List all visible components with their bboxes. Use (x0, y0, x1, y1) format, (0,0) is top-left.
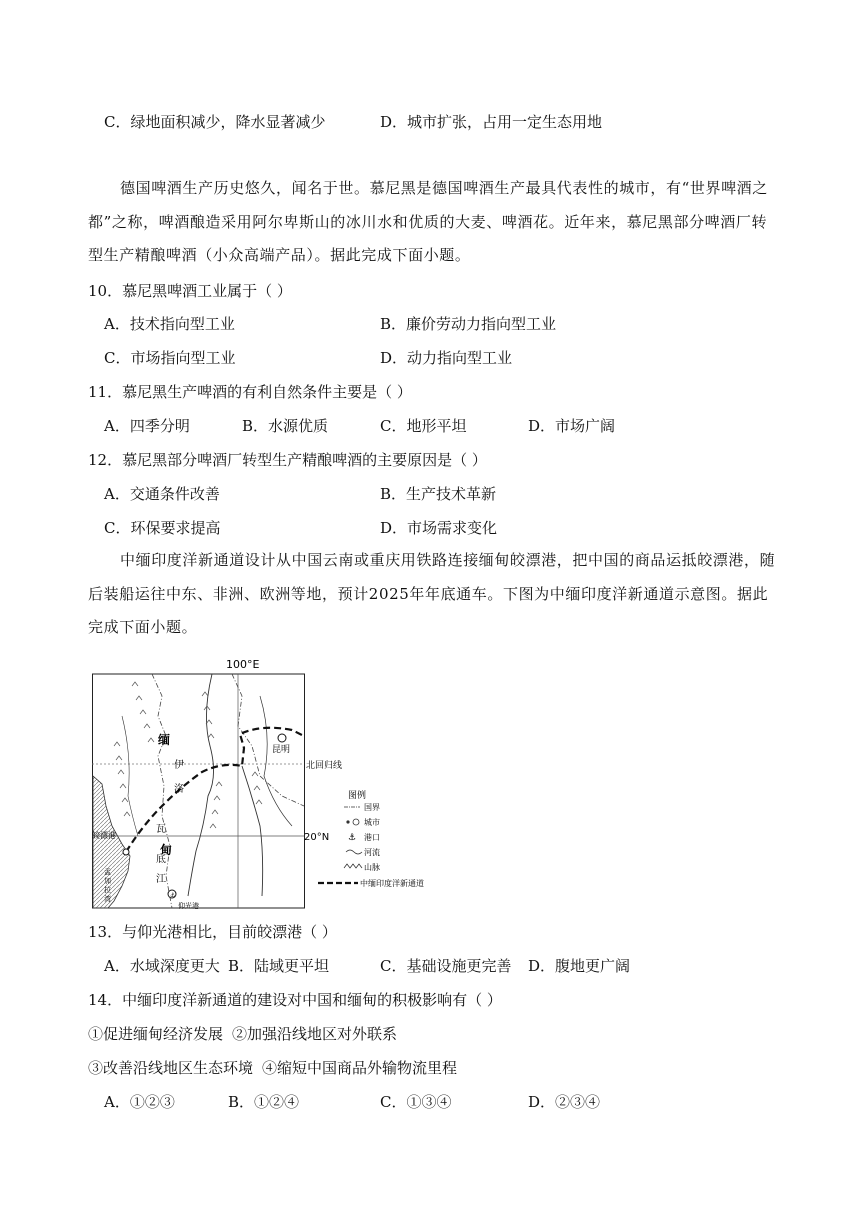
option-c-prev: C．绿地面积减少，降水显著减少 (104, 113, 326, 131)
q13-option-d: D．腹地更广阔 (528, 957, 631, 975)
q13-option-a: A．水域深度更大 (104, 957, 220, 975)
q14-statement-4: ④缩短中国商品外输物流里程 (262, 1059, 458, 1077)
corridor-map (92, 656, 466, 914)
q12-option-b: B．生产技术革新 (380, 485, 497, 503)
legend-city-label: 城市 (364, 818, 380, 827)
q14-option-b: B．①②④ (228, 1093, 300, 1111)
river-char-3: 瓦 (156, 824, 166, 835)
legend-city-symbol-dot (346, 820, 349, 823)
country-char-2: 甸 (160, 843, 173, 857)
q14-option-a: A．①②③ (104, 1093, 175, 1111)
river-char-4: 底 (156, 854, 166, 865)
q13-option-c: C．基础设施更完善 (380, 957, 512, 975)
legend-river-label: 河流 (364, 848, 380, 857)
legend-border-label: 国界 (364, 803, 380, 812)
question-11-stem: 11．慕尼黑生产啤酒的有利自然条件主要是（ ） (88, 383, 412, 401)
legend-city-symbol-circle (353, 819, 359, 825)
passage-corridor: 中缅印度洋新通道设计从中国云南或重庆用铁路连接缅甸皎漂港，把中国的商品运抵皎漂港，随后装船运往中东、非洲、欧洲等地，预计2025年年底通车。下图为中缅印度洋新通道示意图。据此完成下面小题。 (88, 551, 776, 636)
lat-label: 20°N (304, 832, 330, 843)
river-char-5: 江 (156, 874, 166, 885)
tropic-label: 北回归线 (306, 761, 343, 771)
passage-beer: 德国啤酒生产历史悠久，闻名于世。慕尼黑是德国啤酒生产最具代表性的城市，有“世界啤酒之都”之称，啤酒酿造采用阿尔卑斯山的冰川水和优质的大麦、啤酒花。近年来，慕尼黑部分啤酒厂转型生产精酿啤酒（小众高端产品）。据此完成下面小题。 (88, 179, 768, 264)
q10-option-a: A．技术指向型工业 (104, 315, 235, 333)
q10-option-d: D．动力指向型工业 (380, 349, 513, 367)
q10-option-c: C．市场指向型工业 (104, 349, 236, 367)
legend-port-symbol: ⚓ (348, 833, 357, 843)
q14-option-c: C．①③④ (380, 1093, 452, 1111)
q11-option-a: A．四季分明 (104, 417, 190, 435)
q12-option-a: A．交通条件改善 (104, 485, 220, 503)
q12-option-c: C．环保要求提高 (104, 519, 221, 537)
legend-mountain-symbol (344, 864, 362, 868)
q14-statement-2: ②加强沿线地区对外联系 (232, 1025, 398, 1043)
legend-title: 图例 (348, 791, 367, 801)
q10-option-b: B．廉价劳动力指向型工业 (380, 315, 557, 333)
q12-option-d: D．市场需求变化 (380, 519, 498, 537)
q13-option-b: B．陆域更平坦 (228, 957, 330, 975)
kunming-label: 昆明 (272, 745, 291, 755)
legend-mountain-label: 山脉 (364, 863, 380, 872)
bay-char-2: 加 (104, 877, 111, 885)
question-10-stem: 10．慕尼黑啤酒工业属于（ ） (88, 282, 292, 300)
bay-char-1: 孟 (104, 868, 111, 876)
kunming-city (278, 734, 286, 742)
kyaukphyu-port (123, 849, 129, 855)
bay-char-3: 拉 (104, 886, 111, 894)
yangon-label: 仰光港 (178, 902, 199, 910)
river-char-2: 洛 (174, 784, 184, 795)
lon-label: 100°E (226, 658, 260, 671)
q11-option-b: B．水源优质 (242, 417, 329, 435)
legend-river-symbol (346, 850, 362, 854)
question-13-stem: 13．与仰光港相比，目前皎漂港（ ） (88, 923, 337, 941)
q14-statement-1: ①促进缅甸经济发展 (88, 1025, 224, 1043)
bay-char-4: 湾 (104, 895, 111, 903)
question-14-stem: 14．中缅印度洋新通道的建设对中国和缅甸的积极影响有（ ） (88, 991, 502, 1009)
q14-statement-3: ③改善沿线地区生态环境 (88, 1059, 254, 1077)
question-12-stem: 12．慕尼黑部分啤酒厂转型生产精酿啤酒的主要原因是（ ） (88, 451, 487, 469)
country-char-1: 缅 (158, 733, 171, 747)
q11-option-c: C．地形平坦 (380, 417, 467, 435)
q11-option-d: D．市场广阔 (528, 417, 616, 435)
legend-corridor-label: 中缅印度洋新通道 (360, 879, 424, 888)
q14-option-d: D．②③④ (528, 1093, 601, 1111)
kyaukphyu-label: 皎漂港 (92, 831, 116, 840)
river-char-1: 伊 (174, 760, 184, 771)
yangon-anchor-icon: ⚓ (170, 892, 176, 899)
legend-port-label: 港口 (364, 833, 380, 842)
option-d-prev: D．城市扩张，占用一定生态用地 (380, 113, 603, 131)
map-legend (318, 789, 424, 888)
